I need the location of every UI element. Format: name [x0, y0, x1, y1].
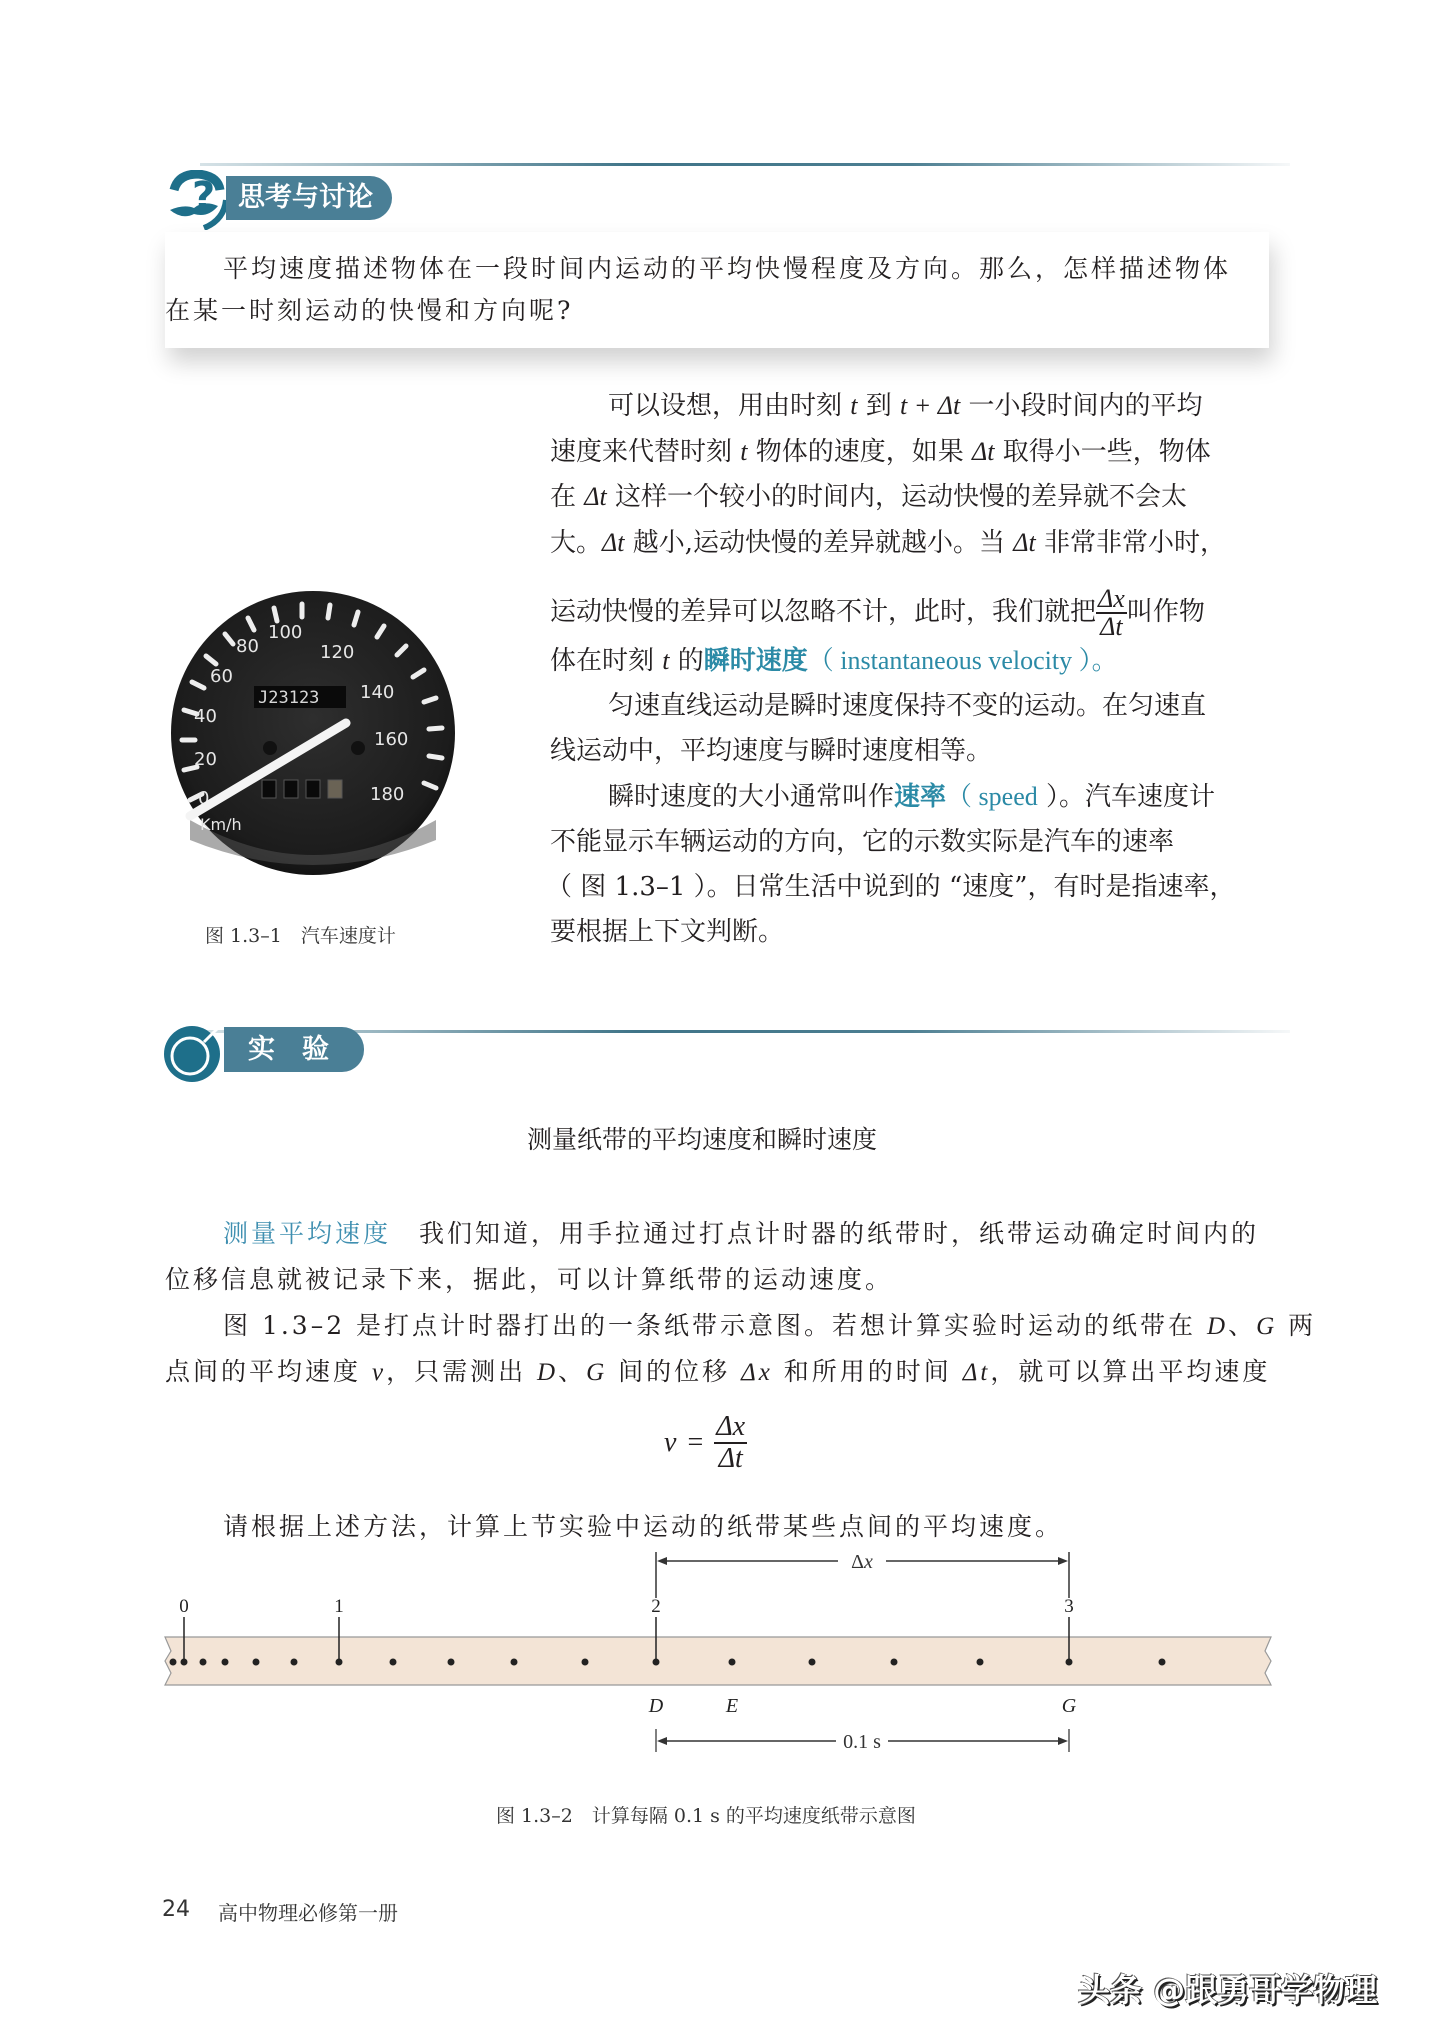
- svg-text:Km/h: Km/h: [200, 815, 242, 834]
- tape-dot: [222, 1659, 229, 1666]
- book-title: 高中物理必修第一册: [218, 1901, 398, 1925]
- count-label-1: 1: [334, 1596, 344, 1617]
- experiment-p3: 请根据上述方法，计算上节实验中运动的纸带某些点间的平均速度。: [223, 1512, 1064, 1541]
- experiment-p2-line2: 点间的平均速度 v，只需测出 D、G 间的位移 Δx 和所用的时间 Δt，就可以算出平均速度: [165, 1357, 1271, 1386]
- dx-over-dt-fraction: $\frac{\Delta x}{\Delta t}$: [1098, 584, 1125, 641]
- question-line-2: 在某一时刻运动的快慢和方向呢?: [165, 296, 574, 325]
- svg-text:180: 180: [370, 784, 405, 805]
- svg-text:?: ?: [192, 174, 216, 220]
- experiment-p1-line1: 测量平均速度 我们知道，用手拉通过打点计时器的纸带时，纸带运动确定时间内的: [223, 1219, 1260, 1248]
- experiment-badge: [224, 1027, 364, 1072]
- term-speed: 速率: [894, 782, 947, 812]
- question-line-1: 平均速度描述物体在一段时间内运动的平均快慢程度及方向。那么，怎样描述物体: [223, 254, 1232, 283]
- question-bubble-icon: [164, 170, 234, 230]
- body-p1-line6: 体在时刻 t 的瞬时速度（ instantaneous velocity ）。: [550, 646, 1118, 676]
- experiment-p1-line2: 位移信息就被记录下来，据此，可以计算纸带的运动速度。: [165, 1265, 894, 1294]
- tape-dot: [170, 1659, 177, 1666]
- body-p3-line3: （ 图 1.3–1 ）。日常生活中说到的 “速度”，有时是指速率，: [546, 872, 1236, 902]
- experiment-p2-line1: 图 1.3–2 是打点计时器打出的一条纸带示意图。若想计算实验时运动的纸带在 D、G 两: [223, 1311, 1317, 1340]
- count-label-0: 0: [179, 1596, 189, 1617]
- point-label-G: G: [1061, 1695, 1077, 1717]
- tape-dot: [977, 1659, 984, 1666]
- tape-dot: [253, 1659, 260, 1666]
- body-p1-line1: 可以设想，用由时刻 t 到 t + Δt 一小段时间内的平均: [608, 391, 1203, 421]
- tape-dot: [653, 1659, 660, 1666]
- figure-1-caption: 图 1.3–1 汽车速度计: [205, 925, 396, 947]
- svg-text:100: 100: [268, 622, 303, 643]
- watermark: 头条 @跟勇哥学物理: [1078, 1971, 1378, 2009]
- svg-text:J23123: J23123: [258, 688, 320, 708]
- svg-text:120: 120: [320, 642, 355, 663]
- speedometer-image: [170, 590, 460, 890]
- dt-label: 0.1 s: [843, 1731, 881, 1753]
- body-p1-line4: 大。Δt 越小,运动快慢的差异就越小。当 Δt 非常非常小时，: [550, 528, 1227, 558]
- tape-dot: [448, 1659, 455, 1666]
- body-p1-line3: 在 Δt 这样一个较小的时间内，运动快慢的差异就不会太: [550, 482, 1188, 512]
- tape-dot: [291, 1659, 298, 1666]
- question-box: [165, 232, 1269, 348]
- tape-dot: [200, 1659, 207, 1666]
- page-number: 24: [162, 1897, 190, 1922]
- body-p2-line1: 匀速直线运动是瞬时速度保持不变的运动。在匀速直: [608, 691, 1207, 721]
- body-p1-line5: 运动快慢的差异可以忽略不计，此时，我们就把 $\frac{\Delta x}{\Delta t}$ 叫作物: [550, 584, 1205, 641]
- svg-text:20: 20: [194, 749, 217, 770]
- think-discuss-badge: [226, 176, 392, 220]
- tape-dot: [891, 1659, 898, 1666]
- badge-label: 思考与讨论: [238, 182, 373, 213]
- paper-tape-diagram: [0, 1540, 1451, 1780]
- body-p3-line2: 不能显示车辆运动的方向，它的示数实际是汽车的速率: [550, 827, 1175, 857]
- svg-text:80: 80: [236, 636, 259, 657]
- body-p3-line1: 瞬时速度的大小通常叫作速率（ speed ）。汽车速度计: [608, 782, 1216, 812]
- svg-text:40: 40: [194, 706, 217, 727]
- svg-text:60: 60: [210, 666, 233, 687]
- tape-dot: [1066, 1659, 1073, 1666]
- body-p3-line4: 要根据上下文判断。: [550, 917, 785, 947]
- average-velocity-formula: v = $\frac{\Delta x}{\Delta t}$: [664, 1411, 746, 1474]
- tape-dot: [582, 1659, 589, 1666]
- svg-text:160: 160: [374, 729, 409, 750]
- dial-label-0: 0: [198, 788, 210, 809]
- point-label-E: E: [725, 1695, 739, 1717]
- tape-dot: [336, 1659, 343, 1666]
- lead-measure-average-speed: 测量平均速度: [223, 1219, 392, 1248]
- tape-dot: [390, 1659, 397, 1666]
- body-p2-line2: 线运动中，平均速度与瞬时速度相等。: [550, 736, 993, 766]
- svg-text:140: 140: [360, 682, 395, 703]
- count-label-3: 3: [1064, 1596, 1074, 1617]
- tape-dot: [511, 1659, 518, 1666]
- count-label-2: 2: [651, 1596, 661, 1617]
- experiment-title: 测量纸带的平均速度和瞬时速度: [527, 1125, 878, 1154]
- tape-dot: [1159, 1659, 1166, 1666]
- section-rule-experiment: [200, 1030, 1290, 1033]
- term-instantaneous-velocity: 瞬时速度: [703, 646, 808, 676]
- tape-dot: [181, 1659, 188, 1666]
- badge-label: 实 验: [248, 1034, 329, 1065]
- tape-dot: [809, 1659, 816, 1666]
- figure-2-caption: 图 1.3–2 计算每隔 0.1 s 的平均速度纸带示意图: [496, 1805, 916, 1827]
- section-rule-think: [200, 163, 1290, 166]
- dx-label: Δx: [851, 1551, 873, 1573]
- tape-dot: [729, 1659, 736, 1666]
- body-p1-line2: 速度来代替时刻 t 物体的速度，如果 Δt 取得小一些，物体: [550, 437, 1211, 467]
- magnifier-icon: [162, 1024, 230, 1084]
- point-label-D: D: [648, 1695, 664, 1717]
